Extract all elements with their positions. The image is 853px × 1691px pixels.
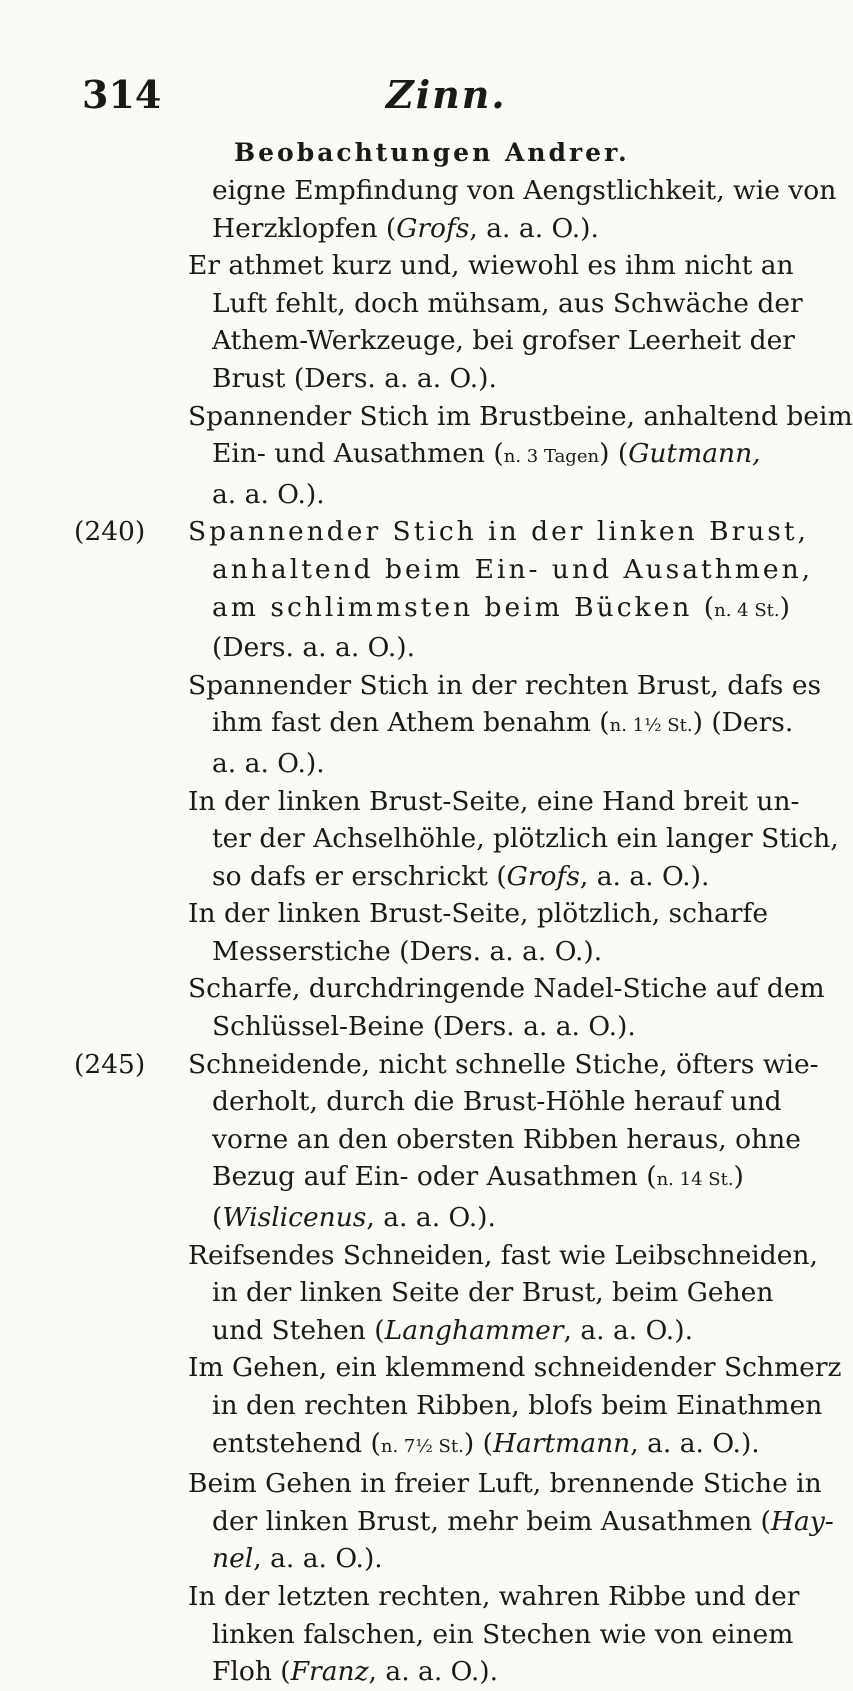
author-citation: Grofs [396, 212, 470, 244]
text-run: Beim Gehen in freier Luft, brennende Stiche in [188, 1468, 822, 1500]
text-run: n. 14 St. [656, 1169, 734, 1191]
text-body [74, 172, 853, 1691]
author-citation: Langhammer [384, 1314, 564, 1346]
text-run: n. 7½ St. [380, 1435, 464, 1457]
text-line [74, 1083, 782, 1121]
text-run: In der letzten rechten, wahren Ribbe und der [188, 1580, 800, 1612]
text-run: Scharfe, durchdringende Nadel-Stiche auf dem [188, 973, 825, 1005]
text-run: In der linken Brust-Seite, eine Hand breit un- [188, 785, 800, 817]
text-run: Bezug auf Ein- oder Ausathmen ( [212, 1161, 657, 1193]
running-title: Zinn. [386, 72, 507, 117]
text-run: Im Gehen, ein klemmend schneidender Schmerz [188, 1352, 842, 1384]
author-citation: Grofs [506, 860, 580, 892]
text-run: ( [703, 591, 715, 623]
text-run: vorne an den obersten Ribben heraus, ohne [212, 1123, 801, 1155]
text-line [74, 551, 814, 589]
text-line [74, 172, 837, 210]
text-line [74, 970, 825, 1008]
text-run: ) [779, 591, 790, 623]
text-line [74, 210, 774, 248]
text-line [74, 1199, 774, 1237]
text-run: so dafs er erschrickt ( [212, 860, 507, 892]
text-run: linken falschen, ein Stechen wie von einem [212, 1618, 794, 1650]
symptom-entry [74, 783, 839, 896]
text-line [74, 1349, 842, 1387]
text-run: Schlüssel-Beine (Ders. a. a. O.). [212, 1011, 636, 1043]
symptom-entry [74, 667, 822, 783]
text-run: n. 4 St. [714, 599, 780, 621]
text-run: , a. a. O.). [579, 860, 710, 892]
text-line [74, 1540, 774, 1578]
text-run: ) ( [599, 438, 629, 470]
text-run: in den rechten Ribben, blofs beim Einathmen [212, 1390, 823, 1421]
section-heading: Beobachtungen Andrer. [234, 138, 630, 167]
text-line [74, 247, 794, 285]
text-run: am schlimmsten beim Bücken [212, 591, 704, 623]
text-run: , a. a. O.). [368, 1656, 499, 1688]
text-run: anhaltend beim Ein- und Ausathmen, [212, 553, 814, 585]
text-run: entstehend ( [212, 1427, 381, 1459]
author-citation: Hartmann [492, 1427, 631, 1459]
text-line [74, 858, 774, 896]
text-line [74, 1274, 774, 1312]
text-run: In der linken Brust-Seite, plötzlich, scharfe [188, 898, 769, 930]
text-run: , a. a. O.). [630, 1427, 760, 1459]
text-run: Er athmet kurz und, wiewohl es ihm nicht an [188, 250, 794, 282]
text-run: der linken Brust, mehr beim Ausathmen ( [212, 1505, 771, 1537]
text-line [74, 745, 774, 783]
text-run: Reifsendes Schneiden, fast wie Leibschneiden, [188, 1239, 818, 1271]
text-run: n. 3 Tagen [503, 446, 600, 468]
text-line [74, 895, 774, 933]
text-line [74, 629, 774, 667]
text-run: Brust (Ders. a. a. O.). [212, 362, 497, 394]
text-run: , a. a. O.). [563, 1314, 693, 1346]
symptom-entry [74, 513, 814, 666]
text-run: Luft fehlt, doch mühsam, aus Schwäche der [212, 287, 803, 319]
text-line [74, 360, 774, 398]
text-run: ( [212, 1202, 223, 1234]
symptom-entry [74, 1465, 834, 1578]
text-line [74, 1237, 818, 1275]
text-line [74, 783, 800, 821]
text-run: Ein- und Ausathmen ( [212, 438, 504, 470]
text-line [74, 1387, 823, 1425]
text-line [74, 398, 853, 436]
author-citation: nel [212, 1543, 254, 1575]
text-line [74, 704, 794, 745]
text-line [74, 322, 795, 360]
text-run: ) ( [463, 1427, 493, 1459]
symptom-entry [74, 172, 837, 247]
text-run: ) [733, 1161, 744, 1193]
symptom-entry [74, 398, 853, 514]
text-run: Spannender Stich in der linken Brust, [188, 516, 809, 548]
text-line [74, 1158, 774, 1199]
text-line [74, 1312, 774, 1350]
text-run: und Stehen ( [212, 1314, 385, 1346]
symptom-entry [74, 1578, 800, 1691]
text-run: ) (Ders. [692, 707, 794, 739]
text-line [74, 1465, 822, 1503]
text-line [74, 476, 774, 514]
text-run: , a. a. O.). [253, 1543, 383, 1575]
text-run: eigne Empfindung von Aengstlichkeit, wie von [212, 175, 837, 206]
text-line [74, 1616, 794, 1654]
text-run: derholt, durch die Brust-Höhle herauf und [212, 1086, 782, 1118]
text-line [74, 1503, 834, 1541]
symptom-number: (245) [74, 1048, 146, 1080]
text-line [74, 1425, 774, 1466]
text-line [74, 667, 822, 705]
text-line [74, 1121, 801, 1159]
text-run: Floh ( [212, 1656, 291, 1688]
text-run: Schneidende, nicht schnelle Stiche, öfters wie- [188, 1048, 819, 1080]
text-run: , a. a. O.). [366, 1202, 496, 1234]
symptom-entry [74, 247, 803, 397]
text-run: n. 1½ St. [609, 715, 693, 737]
symptom-entry [74, 970, 825, 1045]
text-run: Herzklopfen ( [212, 212, 397, 244]
text-run: in der linken Seite der Brust, beim Gehen [212, 1277, 774, 1309]
text-line [74, 513, 809, 551]
text-line [74, 285, 803, 323]
text-line [74, 589, 790, 630]
text-run: (Ders. a. a. O.). [212, 632, 416, 664]
author-citation: Gutmann, [628, 438, 761, 470]
text-run: Messerstiche (Ders. a. a. O.). [212, 935, 603, 967]
symptom-number: (240) [74, 516, 146, 548]
text-line [74, 1578, 800, 1616]
symptom-entry [74, 1237, 818, 1350]
text-line [74, 435, 774, 476]
author-citation: Hay- [770, 1505, 834, 1537]
text-run: , a. a. O.). [469, 212, 599, 244]
text-line [74, 1046, 819, 1084]
text-line [74, 820, 839, 858]
text-run: ter der Achselhöhle, plötzlich ein langer Stich, [212, 823, 839, 855]
symptom-entry [74, 1349, 842, 1465]
text-line [74, 1008, 774, 1046]
symptom-entry [74, 895, 774, 970]
text-line [74, 1653, 774, 1691]
text-run: ihm fast den Athem benahm ( [212, 707, 610, 739]
text-run: Spannender Stich in der rechten Brust, dafs es [188, 669, 822, 701]
author-citation: Wislicenus [222, 1202, 367, 1234]
author-citation: Franz [290, 1656, 369, 1688]
text-run: a. a. O.). [212, 478, 325, 510]
page-header [0, 72, 800, 122]
page-number: 314 [82, 72, 162, 117]
text-run: Athem-Werkzeuge, bei grofser Leerheit der [212, 325, 795, 357]
text-run: Spannender Stich im Brustbeine, anhaltend beim [188, 400, 853, 432]
symptom-entry [74, 1046, 819, 1237]
text-run: a. a. O.). [212, 747, 325, 779]
text-line [74, 933, 774, 971]
